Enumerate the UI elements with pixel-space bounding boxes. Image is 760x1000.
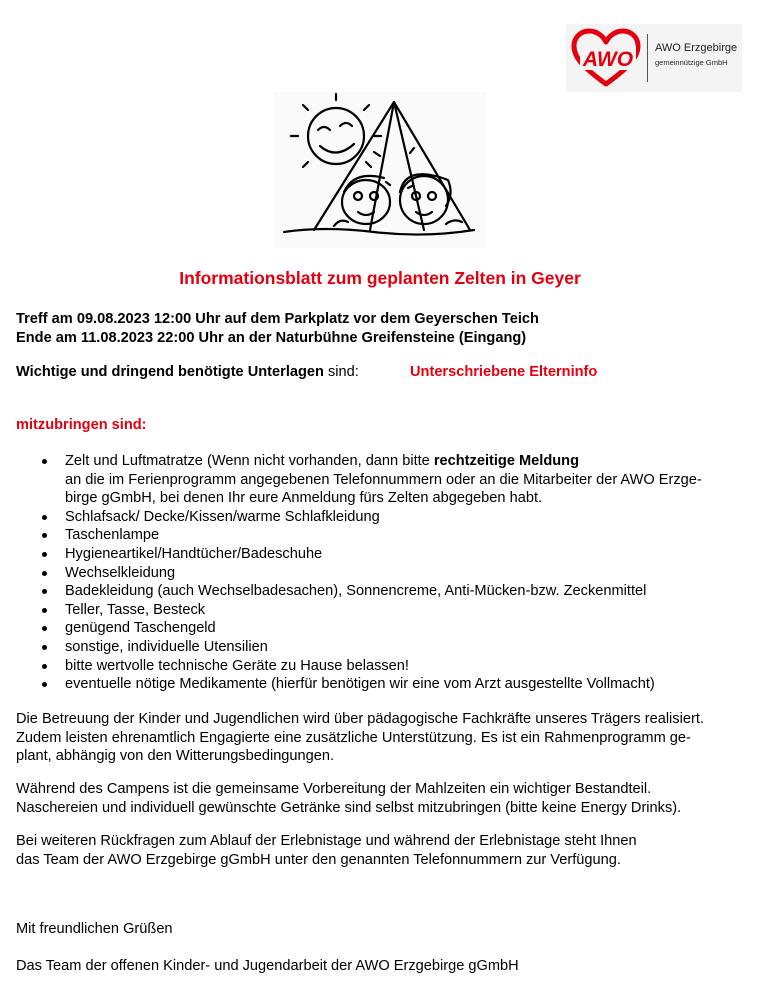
list-item: Teller, Tasse, Besteck: [16, 601, 746, 620]
list-item: Taschenlampe: [16, 526, 746, 545]
meeting-start-line: Treff am 09.08.2023 12:00 Uhr auf dem Parkplatz vor dem Geyerschen Teich: [16, 311, 539, 327]
documents-label: [16, 364, 359, 380]
list-item: eventuelle nötige Medikamente (hierfür benötigen wir eine vom Arzt ausgestellte Vollmacht): [16, 675, 746, 694]
documents-value: Unterschriebene Elterninfo: [410, 364, 598, 380]
documents-label-bold: Wichtige und dringend benötigte Unterlagen: [16, 364, 324, 380]
meals-paragraph: [16, 780, 746, 817]
list-item: genügend Taschengeld: [16, 619, 746, 638]
paragraph-line: plant, abhängig von den Witterungsbedingungen.: [16, 748, 335, 764]
heart-logo-icon: [566, 24, 646, 92]
list-item-continuation: an die im Ferienprogramm angegebenen Telefonnummern oder an die Mitarbeiter der AWO Erzge-: [65, 471, 702, 488]
list-item: Wechselkleidung: [16, 564, 746, 583]
camping-tent-sun-kids-icon: [274, 92, 486, 248]
document-title: Informationsblatt zum geplanten Zelten in Geyer: [179, 268, 581, 288]
meeting-end-line: Ende am 11.08.2023 22:00 Uhr an der Naturbühne Greifensteine (Eingang): [16, 330, 527, 346]
documents-label-suffix: sind:: [323, 364, 359, 380]
list-item-continuation: birge gGmbH, bei denen Ihr eure Anmeldung fürs Zelten abgegeben habt.: [65, 490, 543, 507]
list-item: Badekleidung (auch Wechselbadesachen), Sonnencreme, Anti-Mücken-bzw. Zeckenmittel: [16, 582, 746, 601]
questions-paragraph: [16, 832, 746, 869]
paragraph-line: Zudem leisten ehrenamtlich Engagierte eine zusätzliche Unterstützung. Es ist ein Rahmenprogramm ge-: [16, 729, 691, 746]
logo-org-subline: gemeinnützige GmbH: [655, 58, 728, 67]
list-item: sonstige, individuelle Utensilien: [16, 638, 746, 657]
paragraph-line: Die Betreuung der Kinder und Jugendlichen wird über pädagogische Fachkräfte unseres Trägers realisiert.: [16, 711, 704, 727]
list-item-bold: rechtzeitige Meldung: [433, 453, 579, 469]
closing-greeting: Mit freundlichen Grüßen: [16, 921, 173, 937]
camping-illustration: [274, 92, 486, 248]
awo-mark-text: AWO: [582, 48, 634, 71]
awo-logo: [566, 24, 742, 92]
packing-list: [16, 452, 746, 694]
closing-signature: Das Team der offenen Kinder- und Jugendarbeit der AWO Erzgebirge gGmbH: [16, 958, 519, 974]
list-item: Hygieneartikel/Handtücher/Badeschuhe: [16, 545, 746, 564]
list-item: bitte wertvolle technische Geräte zu Hause belassen!: [16, 657, 746, 676]
logo-divider: [647, 34, 648, 82]
logo-org-name: AWO Erzgebirge: [655, 42, 738, 54]
paragraph-line: Naschereien und individuell gewünschte Getränke sind selbst mitzubringen (bitte keine Energy Drinks).: [16, 799, 682, 816]
care-paragraph: [16, 710, 746, 766]
paragraph-line: Während des Campens ist die gemeinsame Vorbereitung der Mahlzeiten ein wichtiger Bestandteil.: [16, 781, 652, 797]
paragraph-line: das Team der AWO Erzgebirge gGmbH unter den genannten Telefonnummern zur Verfügung.: [16, 851, 621, 868]
paragraph-line: Bei weiteren Rückfragen zum Ablauf der Erlebnistage und während der Erlebnistage steht Ihnen: [16, 833, 637, 849]
list-item: Schlafsack/ Decke/Kissen/warme Schlafkleidung: [16, 508, 746, 527]
list-item-text: Zelt und Luftmatratze (Wenn nicht vorhanden, dann bitte: [65, 453, 434, 469]
list-item: [16, 452, 746, 508]
bring-heading: mitzubringen sind:: [16, 417, 147, 433]
